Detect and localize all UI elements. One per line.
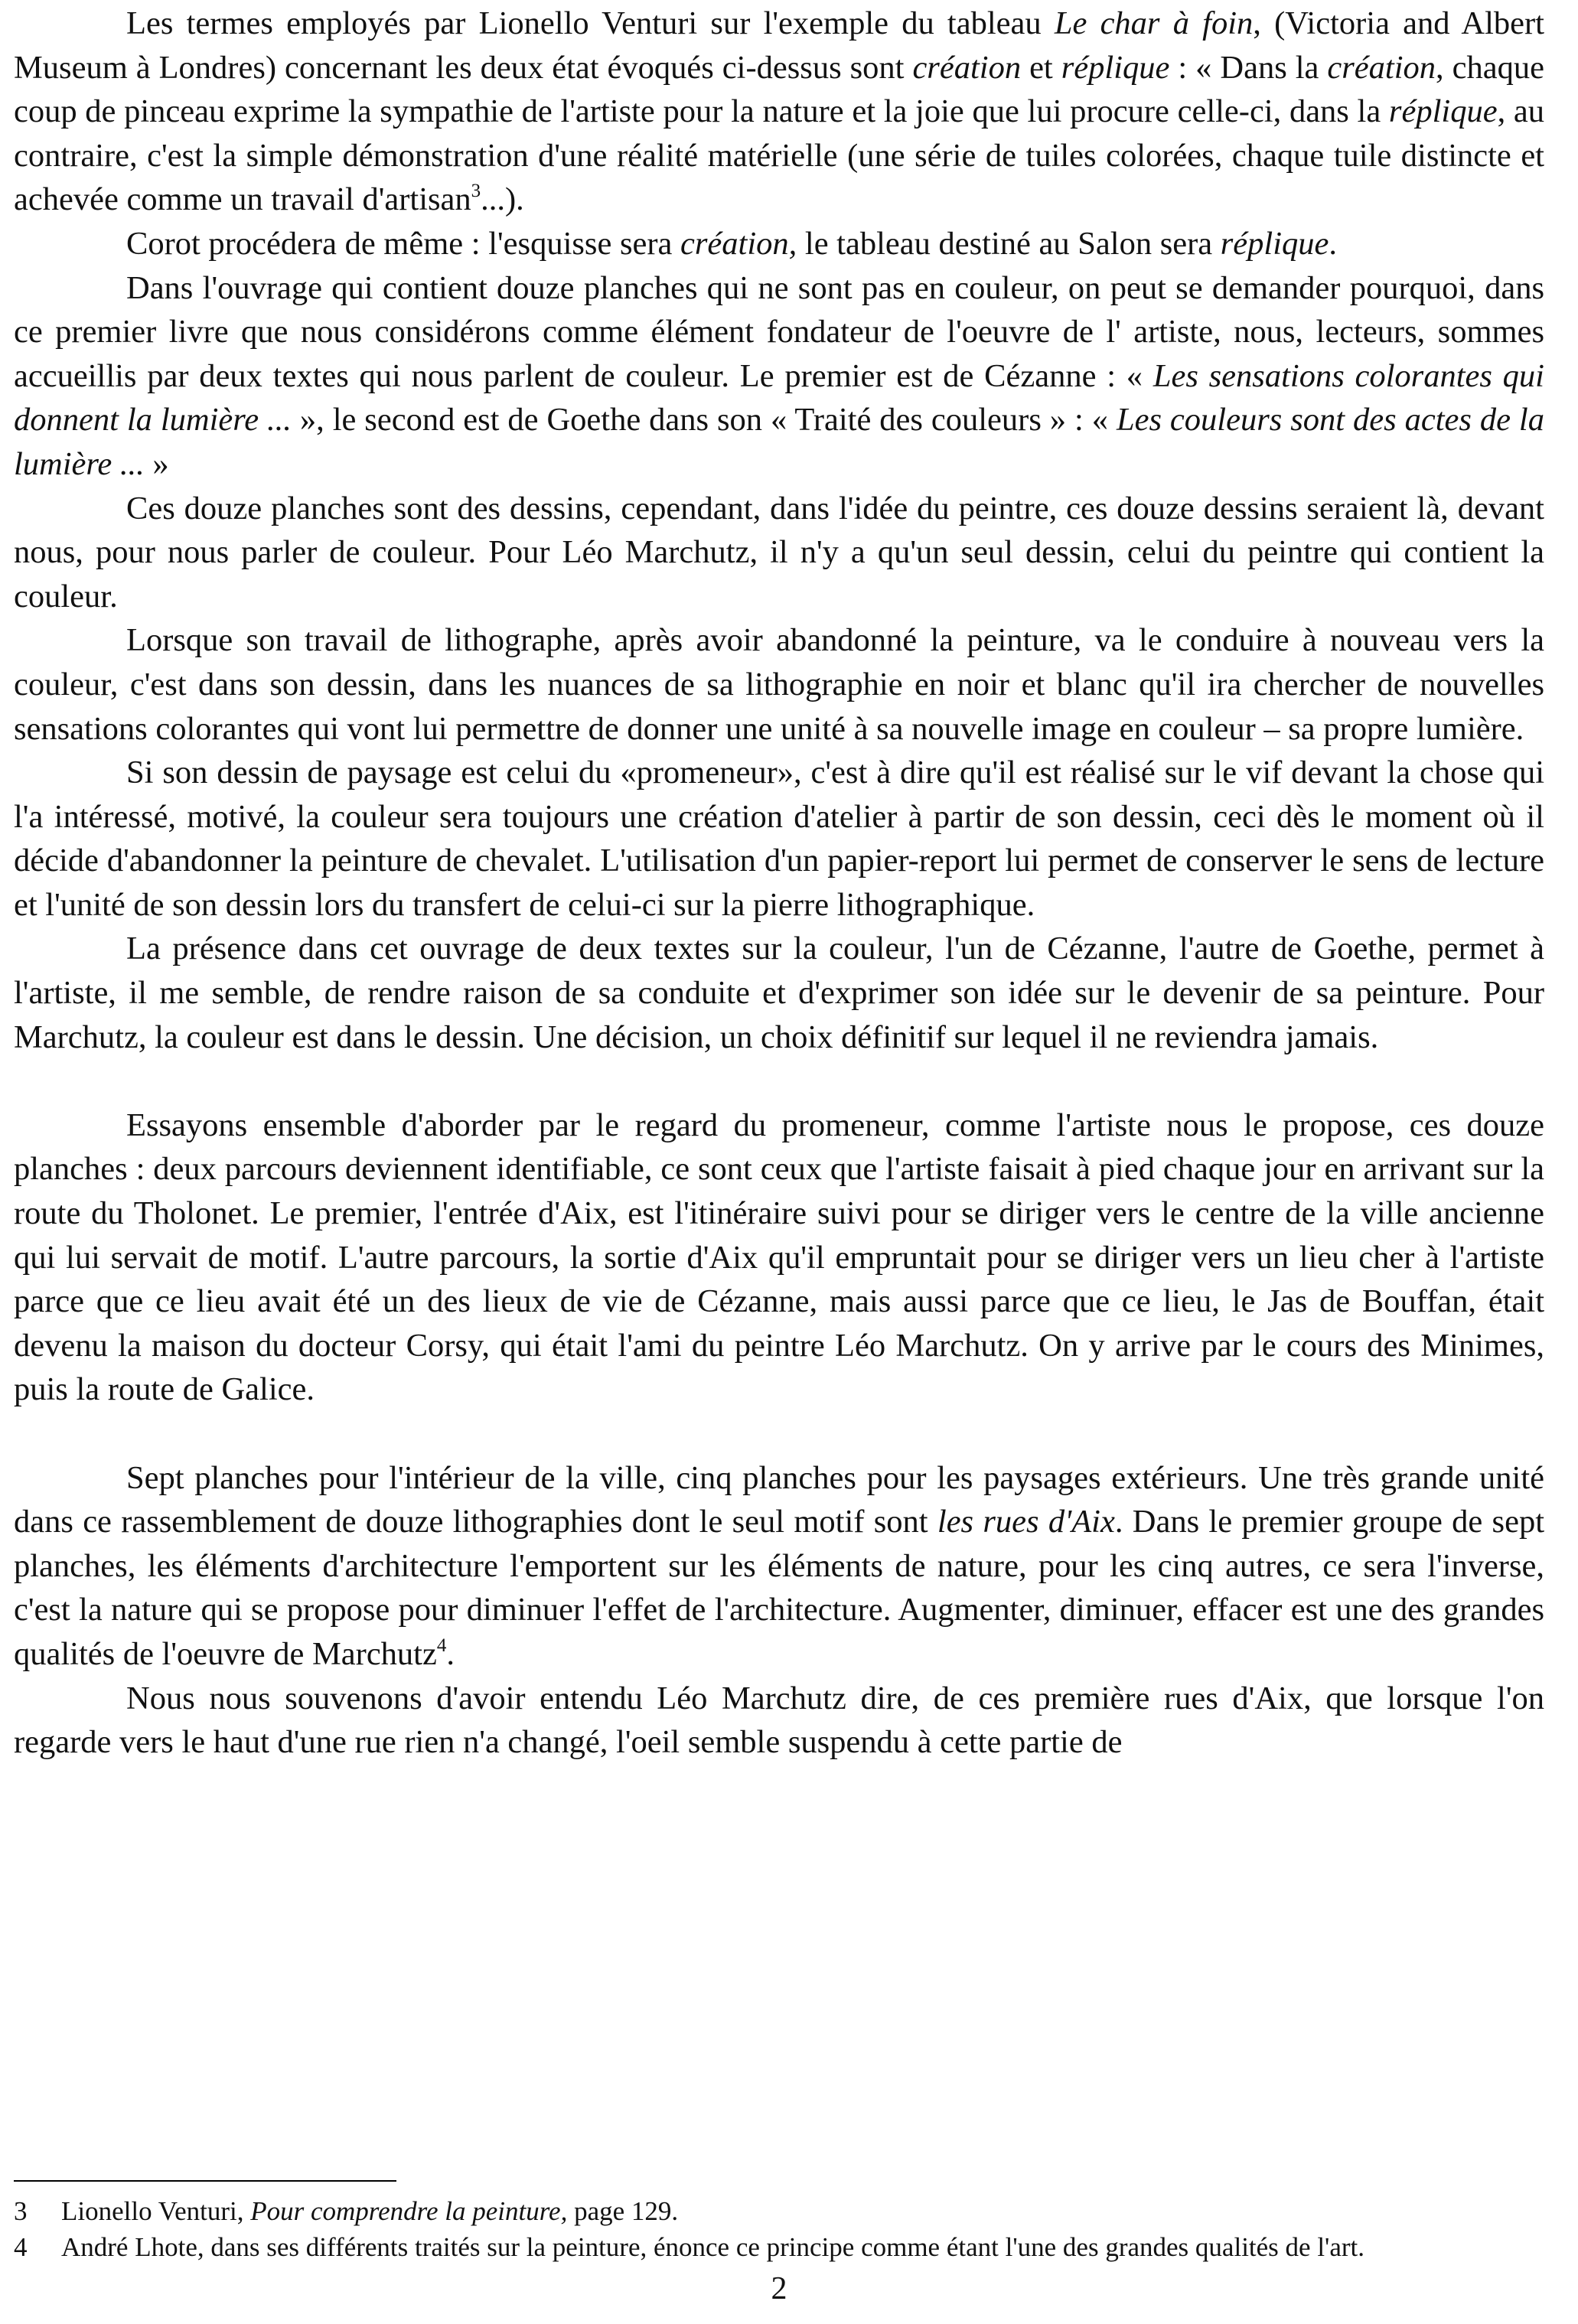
footnote [14, 2193, 1544, 2229]
text-run: Dans l'ouvrage qui contient douze planches qui ne sont pas en couleur, on peut se demander pourquoi, dans ce premier livre que nous considérons comme élément fondateur de l'oeuvre de l' artiste, nous, lecteurs, sommes accueillis par deux textes qui nous parlent de couleur. Le premier est de Cézanne : « [14, 269, 1544, 394]
text-run: » [144, 445, 169, 482]
text-run: Sept planches pour l'intérieur de la ville, cinq planches pour les paysages extérieurs. Une très grande unité dans ce rassemblement de douze lithographies dont le seul motif sont [14, 1459, 1544, 1540]
footnote [14, 2229, 1544, 2265]
text-run: , (Victoria and Albert Museum à Londres) concernant les deux état évoqués ci-dessus sont [14, 5, 1544, 86]
italic-text: Les sensations colorantes qui donnent la lumière ... [14, 357, 1544, 438]
footnotes [14, 2193, 1544, 2265]
paragraph-gap [14, 1412, 1544, 1456]
footnote-reference: 3 [471, 181, 481, 202]
italic-text: les rues d'Aix [937, 1504, 1115, 1540]
document-page [14, 0, 1544, 2324]
text-run: André Lhote, dans ses différents traités sur la peinture, énonce ce principe comme étant l'une des grandes qualités de l'art. [61, 2232, 1365, 2262]
italic-text: Pour comprendre la peinture, [250, 2196, 568, 2226]
paragraph [14, 266, 1544, 487]
text-run: Lorsque son travail de lithographe, après avoir abandonné la peinture, va le conduire à nouveau vers la couleur, c'est dans son dessin, dans les nuances de sa lithographie en noir et blanc qu'il ira chercher de nouvelles sensations colorantes qui vont lui permettre de donner une unité à sa nouvelle image en couleur – sa propre lumière. [14, 622, 1544, 747]
body-text [14, 2, 1544, 1765]
italic-text: Les couleurs sont des actes de la lumière ... [14, 402, 1544, 482]
text-run: Essayons ensemble d'aborder par le regard du promeneur, comme l'artiste nous le propose, ces douze planches : deux parcours deviennent identifiable, ce sont ceux que l'artiste faisait à pied chaque jour en arrivant sur la route du Tholonet. Le premier, l'entrée d'Aix, est l'itinéraire suivi pour se diriger vers le centre de la ville ancienne qui lui servait de motif. L'autre parcours, la sortie d'Aix qu'il empruntait pour se diriger vers un lieu cher à l'artiste parce que ce lieu avait été un des lieux de vie de Cézanne, mais aussi parce que ce lieu, le Jas de Bouffan, était devenu la maison du docteur Corsy, qui était l'ami du peintre Léo Marchutz. On y arrive par le cours des Minimes, puis la route de Galice. [14, 1107, 1544, 1408]
text-run: page 129. [567, 2196, 679, 2226]
text-run: La présence dans cet ouvrage de deux textes sur la couleur, l'un de Cézanne, l'autre de Goethe, permet à l'artiste, il me semble, de rendre raison de sa conduite et d'exprimer son idée sur le devenir de sa peinture. Pour Marchutz, la couleur est dans le dessin. Une décision, un choix définitif sur lequel il ne reviendra jamais. [14, 931, 1544, 1055]
paragraph [14, 1677, 1544, 1765]
paragraph [14, 487, 1544, 619]
paragraph [14, 927, 1544, 1059]
italic-text: création [912, 49, 1022, 86]
italic-text: création [1327, 49, 1436, 86]
paragraph [14, 2, 1544, 222]
italic-text: réplique [1388, 93, 1498, 130]
footnote-number: 3 [14, 2196, 28, 2226]
italic-text: réplique [1061, 49, 1170, 86]
footnote-text [61, 2193, 1544, 2229]
text-run: , chaque coup de pinceau exprime la sympathie de l'artiste pour la nature et la joie que lui procure celle-ci, dans la [14, 49, 1545, 130]
text-run: Ces douze planches sont des dessins, cependant, dans l'idée du peintre, ces douze dessins seraient là, devant nous, pour nous parler de couleur. Pour Léo Marchutz, il n'y a qu'un seul dessin, celui du peintre qui contient la couleur. [14, 490, 1544, 614]
text-run: : « Dans la [1169, 49, 1328, 86]
text-run: . [446, 1635, 455, 1672]
text-run: , au contraire, c'est la simple démonstration d'une réalité matérielle (une série de tuiles colorées, chaque tuile distincte et achevée comme un travail d'artisan [14, 93, 1544, 218]
footnote-text [61, 2229, 1544, 2265]
paragraph [14, 1103, 1544, 1412]
italic-text: création, [680, 225, 797, 262]
text-run: et [1021, 49, 1061, 86]
italic-text: Le char à foin [1054, 5, 1254, 41]
text-run: Lionello Venturi, [61, 2196, 251, 2226]
text-run: Corot procédera de même : l'esquisse sera [126, 225, 680, 262]
footnote-separator [14, 2180, 396, 2182]
footnote-reference: 4 [436, 1635, 447, 1656]
text-run: Si son dessin de paysage est celui du «promeneur», c'est à dire qu'il est réalisé sur le vif devant la chose qui l'a intéressé, motivé, la couleur sera toujours une création d'atelier à partir de son dessin, ceci dès le moment où il décide d'abandonner la peinture de chevalet. L'utilisation d'un papier-report lui permet de conserver le sens de lecture et l'unité de son dessin lors du transfert de celui-ci sur la pierre lithographique. [14, 755, 1544, 923]
text-run: le tableau destiné au Salon sera [797, 225, 1221, 262]
footnote-number: 4 [14, 2232, 28, 2262]
paragraph [14, 1456, 1544, 1677]
text-run: », le second est de Goethe dans son « Traité des couleurs » : « [291, 402, 1117, 438]
page-number: 2 [771, 2271, 787, 2306]
text-run: Les termes employés par Lionello Venturi sur l'exemple du tableau [126, 5, 1055, 41]
italic-text: réplique [1220, 225, 1329, 262]
paragraph-gap [14, 1059, 1544, 1103]
paragraph [14, 222, 1544, 266]
paragraph [14, 618, 1544, 751]
text-run: . Dans le premier groupe de sept planches, les éléments d'architecture l'emportent sur les éléments de nature, pour les cinq autres, ce sera l'inverse, c'est la nature qui se propose pour diminuer l'effet de l'architecture. Augmenter, diminuer, effacer est une des grandes qualités de l'oeuvre de Marchutz [14, 1504, 1545, 1672]
text-run: Nous nous souvenons d'avoir entendu Léo Marchutz dire, de ces première rues d'Aix, que lorsque l'on regarde vers le haut d'une rue rien n'a changé, l'oeil semble suspendu à cette partie de [14, 1680, 1544, 1761]
text-run: ...). [481, 181, 524, 218]
text-run: . [1329, 225, 1338, 262]
paragraph [14, 751, 1544, 927]
